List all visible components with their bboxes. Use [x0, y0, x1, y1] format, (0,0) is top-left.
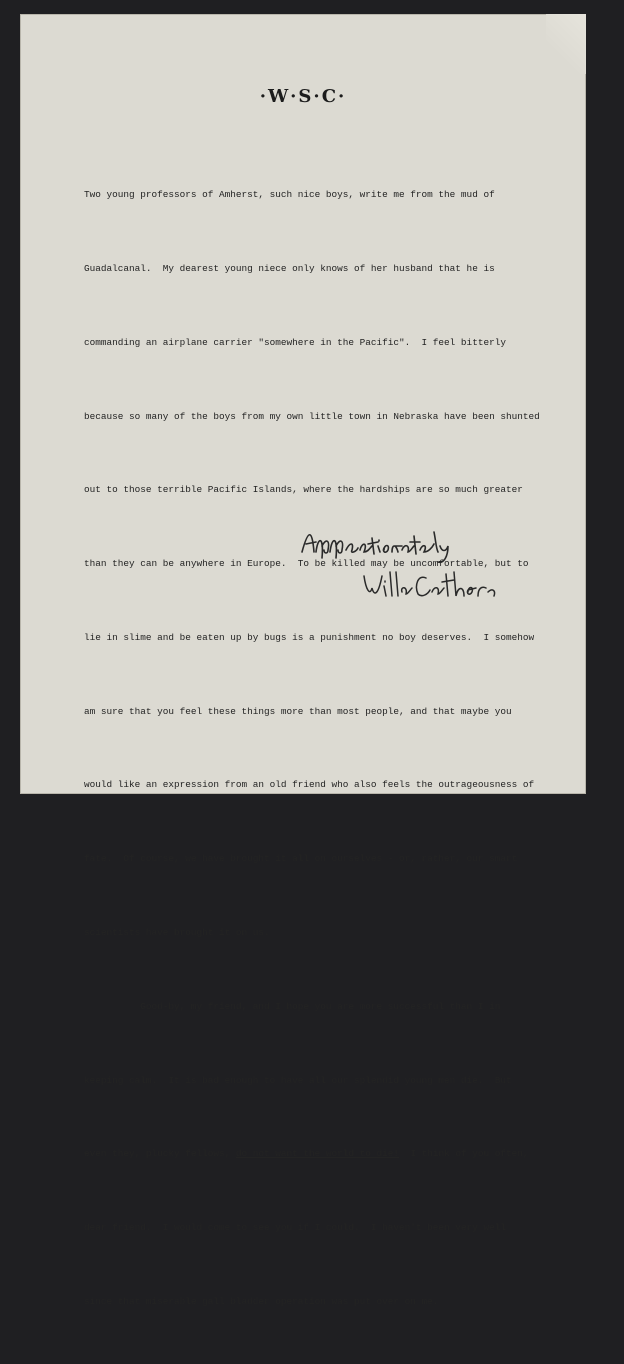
letterhead-monogram: ·W·S·C· — [259, 86, 347, 107]
handwritten-closing — [298, 524, 468, 564]
body-line: keeping calm. It is bad enough to have all our splendid young men die. But — [84, 1074, 512, 1086]
body-line: fate. Of course, we have brought it all on ourselves - or, rather, our smart — [84, 853, 518, 865]
body-line: dear friend. I would come to see you if I could. I haven't been very well — [84, 1222, 506, 1234]
body-line-emphasis — [84, 1142, 554, 1167]
body-line: since that miserable gall bladder operation was put over on me. — [84, 1295, 439, 1307]
body-line: would like an expression from an old friend who also feels the outrageousness of — [84, 779, 535, 791]
body-line: Guadalcanal. My dearest young niece only knows of her husband that he is — [84, 262, 495, 274]
body-line: because so many of the boys from my own little town in Nebraska have been shunted — [84, 410, 540, 422]
line-text: even they, plucky fellows, — [84, 1148, 236, 1160]
line-text: I think of you often, — [399, 1148, 529, 1160]
body-line: lie in slime and be eaten up by bugs is a punishment no boy deserves. I somehow — [84, 631, 535, 643]
body-line: Good-by, my friend, and I hope you are more successful than I in — [84, 1000, 501, 1012]
letter-page — [20, 14, 586, 1307]
body-line: am sure that you feel these things more than most people, and that maybe you — [84, 705, 512, 717]
body-line: scientists have brought it on us. — [84, 927, 270, 938]
body-line: Two young professors of Amherst, such nice boys, write me from the mud of — [84, 189, 495, 201]
body-line: than they can be anywhere in Europe. To be killed may be uncomfortable, but to — [84, 558, 529, 570]
body-line: out to those terrible Pacific Islands, where the hardships are so much greater — [84, 484, 523, 496]
letter-body — [84, 134, 554, 1364]
underlined-phrase: do not want the world to die! — [235, 1148, 400, 1160]
body-line: commanding an airplane carrier "somewhere in the Pacific". I feel bitterly — [84, 336, 506, 348]
handwritten-signature — [360, 566, 520, 606]
page-corner-shade — [546, 14, 586, 74]
